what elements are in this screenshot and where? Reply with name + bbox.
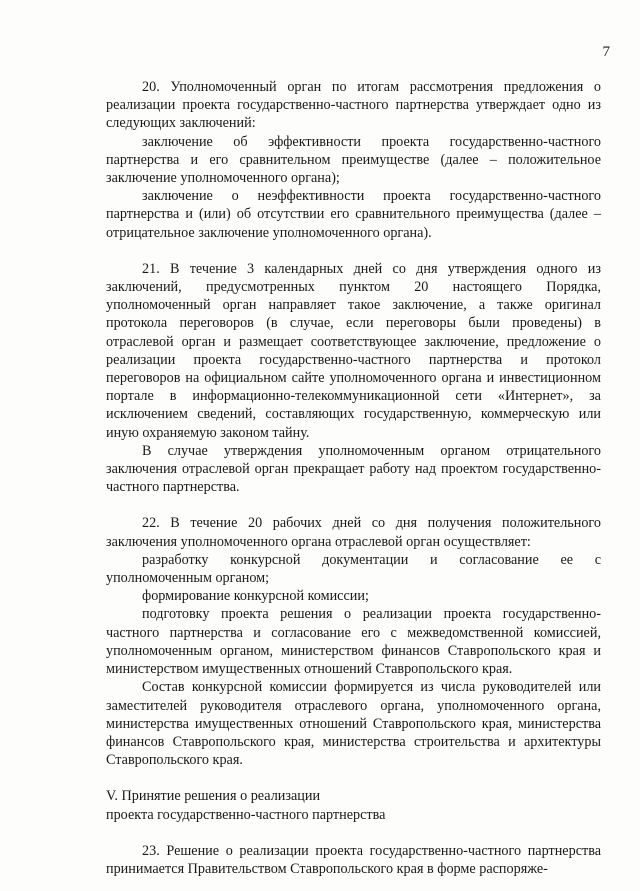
- paragraph-20: 20. Уполномоченный орган по итогам рассмотрения предложения о реализации проекта государственно-частного партнерства утверждает одно из следующих заключений:: [106, 79, 601, 132]
- paragraph-20-item-2: заключение о неэффективности проекта государственно-частного партнерства и (или) об отсутствии его сравнительного преимущества (далее – отрицательное заключение уполномоченного органа).: [106, 188, 601, 241]
- paragraph-22-item-1: разработку конкурсной документации и согласование ее с уполномоченным органом;: [106, 551, 601, 587]
- paragraph-21: 21. В течение 3 календарных дней со дня утверждения одного из заключений, предусмотренных пунктом 20 настоящего Порядка, уполномоченный орган направляет такое заключение, а также оригинал протокола переговоров (в случае, если переговоры были проведены) в отраслевой орган и размещает соответствующее заключение, предложение о реализации проекта государственно-частного партнерства и протокол переговоров на официальном сайте уполномоченного органа и инвестиционном портале в информационно-телекоммуникационной сети «Интернет», за исключением сведений, составляющих государственную, коммерческую или иную охраняемую законом тайну.: [106, 260, 601, 441]
- paragraph-22-continued: Состав конкурсной комиссии формируется из числа руководителей или заместителей руководителя отраслевого органа, уполномоченного органа, министерства имущественных отношений Ставропольского края, министерства финансов Ставропольского края, министерства строительства и архитектуры Ставропольского края.: [106, 679, 601, 769]
- paragraph-22: 22. В течение 20 рабочих дней со дня получения положительного заключения уполномоченного органа отраслевой орган осуществляет:: [106, 515, 601, 550]
- paragraph-22-item-2: формирование конкурсной комиссии;: [142, 588, 369, 605]
- document-body: [106, 78, 601, 878]
- section-heading-line-2: проекта государственно-частного партнерства: [106, 806, 386, 823]
- page-number: 7: [602, 44, 610, 60]
- section-heading-line-1: V. Принятие решения о реализации: [106, 788, 321, 805]
- paragraph-21-continued: В случае утверждения уполномоченным органом отрицательного заключения отраслевой орган прекращает работу над проектом государственно-частного партнерства.: [106, 442, 601, 496]
- paragraph-20-item-1: заключение об эффективности проекта государственно-частного партнерства и его сравнительном преимуществе (далее – положительное заключение уполномоченного органа);: [106, 133, 601, 187]
- paragraph-22-item-3: подготовку проекта решения о реализации проекта государственно-частного партнерства и согласование его с межведомственной комиссией, уполномоченным органом, министерством финансов Ставропольского края и министерством имущественных отношений Ставропольского края.: [106, 606, 601, 678]
- paragraph-23: 23. Решение о реализации проекта государственно-частного партнерства принимается Правительством Ставропольского края в форме распоряже-: [106, 842, 601, 877]
